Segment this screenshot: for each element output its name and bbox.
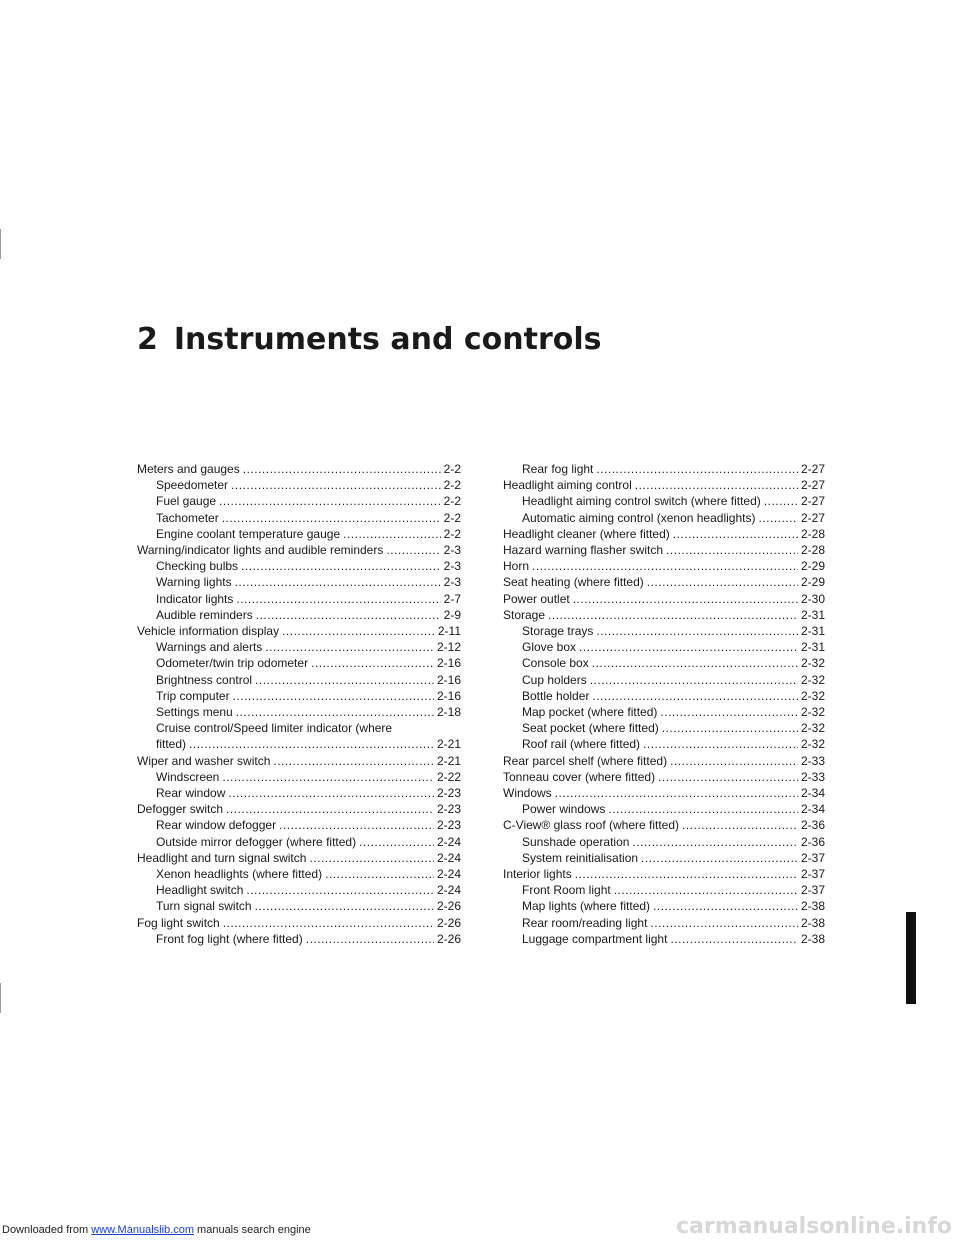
toc-entry-first-line: Cruise control/Speed limiter indicator (where [156, 721, 393, 736]
toc-leader-dots [231, 477, 441, 493]
toc-entry-page: 2-18 [436, 705, 461, 720]
toc-entry[interactable] [137, 753, 461, 769]
toc-entry[interactable] [137, 477, 461, 493]
toc-entry-page: 2-32 [800, 705, 825, 720]
toc-entry[interactable] [137, 461, 461, 477]
toc-entry[interactable] [137, 591, 461, 607]
toc-leader-dots [555, 785, 798, 801]
toc-entry-page: 2-16 [436, 672, 461, 687]
toc-entry[interactable] [137, 769, 461, 785]
toc-leader-dots [226, 801, 434, 817]
toc-entry[interactable] [503, 688, 825, 704]
toc-entry[interactable] [503, 493, 825, 509]
toc-entry[interactable] [137, 898, 461, 914]
toc-entry-label: Vehicle information display [137, 624, 280, 639]
toc-entry[interactable] [503, 591, 825, 607]
toc-entry-page: 2-32 [800, 688, 825, 703]
toc-entry[interactable] [137, 834, 461, 850]
toc-entry-page: 2-23 [436, 818, 461, 833]
toc-entry-label: Hazard warning flasher switch [503, 543, 664, 558]
toc-entry-label: Map lights (where fitted) [522, 899, 651, 914]
toc-entry-page: 2-29 [800, 575, 825, 590]
toc-entry-page: 2-38 [800, 899, 825, 914]
toc-leader-dots [575, 866, 798, 882]
toc-leader-dots [228, 785, 434, 801]
toc-entry[interactable] [503, 704, 825, 720]
toc-entry-page: 2-32 [800, 721, 825, 736]
toc-entry-label: Rear parcel shelf (where fitted) [503, 753, 668, 768]
toc-entry-page: 2-16 [436, 688, 461, 703]
toc-leader-dots [660, 704, 798, 720]
toc-entry-page: 2-22 [436, 769, 461, 784]
toc-entry-page: 2-2 [443, 510, 461, 525]
toc-entry-label: Wiper and washer switch [137, 753, 271, 768]
toc-entry-page: 2-24 [436, 883, 461, 898]
toc-entry-page: 2-3 [443, 559, 461, 574]
toc-entry-page: 2-26 [436, 931, 461, 946]
toc-entry-label: Rear room/reading light [522, 915, 648, 930]
toc-entry-label: Fuel gauge [156, 494, 217, 509]
toc-entry[interactable] [503, 542, 825, 558]
toc-leader-dots [643, 736, 798, 752]
toc-entry-label: Console box [522, 656, 589, 671]
toc-leader-dots [236, 704, 434, 720]
toc-entry-label: Power windows [522, 802, 606, 817]
toc-entry-label: Trip computer [156, 688, 230, 703]
toc-entry[interactable] [503, 526, 825, 542]
toc-entry-label: Checking bulbs [156, 559, 239, 574]
toc-entry-page: 2-33 [800, 769, 825, 784]
toc-entry[interactable] [503, 558, 825, 574]
toc-entry-page: 2-32 [800, 656, 825, 671]
toc-leader-dots [592, 688, 798, 704]
toc-entry-label: Audible reminders [156, 607, 253, 622]
toc-entry-page: 2-27 [800, 462, 825, 476]
toc-entry-page: 2-33 [800, 753, 825, 768]
toc-entry-page: 2-28 [800, 543, 825, 558]
toc-entry-page: 2-29 [800, 559, 825, 574]
toc-entry-page: 2-31 [800, 607, 825, 622]
toc-entry-label: Glove box [522, 640, 577, 655]
toc-leader-dots [359, 834, 434, 850]
toc-entry-label: Headlight switch [156, 883, 244, 898]
toc-leader-dots [325, 866, 434, 882]
toc-entry[interactable] [503, 607, 825, 623]
toc-entry-page: 2-24 [436, 867, 461, 882]
toc-entry-label: Seat heating (where fitted) [503, 575, 644, 590]
toc-leader-dots [189, 736, 434, 752]
toc-entry[interactable] [137, 542, 461, 558]
toc-entry-page: 2-34 [800, 786, 825, 801]
toc-entry[interactable] [137, 866, 461, 882]
toc-leader-dots [311, 655, 434, 671]
toc-entry-label: System reinitialisation [522, 850, 639, 865]
toc-entry-page: 2-34 [800, 802, 825, 817]
toc-entry[interactable] [137, 850, 461, 866]
toc-leader-dots [235, 574, 441, 590]
toc-entry[interactable] [503, 801, 825, 817]
toc-leader-dots [596, 461, 798, 477]
toc-entry-label: Power outlet [503, 591, 570, 606]
toc-leader-dots [241, 558, 441, 574]
toc-entry-label: Bottle holder [522, 688, 590, 703]
toc-entry-page: 2-37 [800, 850, 825, 865]
toc-leader-dots [343, 526, 441, 542]
toc-entry-label: Warning lights [156, 575, 232, 590]
toc-leader-dots [223, 915, 434, 931]
toc-entry-label: Turn signal switch [156, 899, 252, 914]
download-footer [2, 1224, 311, 1236]
toc-leader-dots [579, 639, 798, 655]
toc-entry[interactable] [137, 672, 461, 688]
toc-entry-label: Headlight and turn signal switch [137, 850, 307, 865]
toc-entry-page: 2-11 [437, 624, 461, 639]
toc-entry-page: 2-24 [436, 834, 461, 849]
toc-entry[interactable] [137, 817, 461, 833]
watermark-logo: carmanualsonline.info [676, 1214, 952, 1239]
toc-entry-label: Outside mirror defogger (where fitted) [156, 834, 357, 849]
toc-entry-page: 2-36 [800, 834, 825, 849]
toc-entry[interactable] [137, 510, 461, 526]
toc-entry[interactable] [137, 574, 461, 590]
toc-entry-label: Interior lights [503, 867, 572, 882]
toc-entry-label: Rear window defogger [156, 818, 277, 833]
toc-entry-page: 2-21 [436, 737, 461, 752]
toc-entry[interactable] [503, 915, 825, 931]
toc-entry-page: 2-27 [800, 510, 825, 525]
toc-entry-page: 2-24 [436, 850, 461, 865]
toc-leader-dots [219, 493, 441, 509]
toc-entry[interactable] [503, 817, 825, 833]
toc-leader-dots [548, 607, 798, 623]
toc-entry-label: fitted) [156, 737, 187, 752]
toc-leader-dots [265, 639, 434, 655]
toc-entry[interactable] [503, 753, 825, 769]
toc-entry-page: 2-32 [800, 737, 825, 752]
toc-entry-label: Xenon headlights (where fitted) [156, 867, 323, 882]
toc-entry[interactable] [503, 639, 825, 655]
toc-entry-label: Indicator lights [156, 591, 234, 606]
toc-leader-dots [309, 850, 434, 866]
toc-entry-page: 2-3 [443, 575, 461, 590]
toc-entry[interactable] [137, 688, 461, 704]
toc-right-column [503, 461, 825, 947]
toc-entry-label: Fog light switch [137, 915, 220, 930]
toc-entry[interactable] [503, 736, 825, 752]
toc-leader-dots [386, 542, 440, 558]
manualslib-link[interactable]: www.Manualslib.com [91, 1224, 194, 1236]
toc-entry[interactable] [137, 655, 461, 671]
toc-entry-label: Tonneau cover (where fitted) [503, 769, 656, 784]
toc-leader-dots [650, 915, 798, 931]
toc-entry-label: Defogger switch [137, 802, 224, 817]
toc-leader-dots [592, 655, 798, 671]
toc-entry[interactable] [503, 477, 825, 493]
chapter-title-text: Instruments and controls [173, 322, 602, 357]
toc-leader-dots [673, 526, 798, 542]
chapter-tab-marker [906, 912, 916, 1004]
toc-leader-dots [647, 574, 798, 590]
toc-entry-page: 2-2 [443, 494, 461, 509]
toc-entry-label: Rear window [156, 786, 226, 801]
toc-entry-page: 2-37 [800, 883, 825, 898]
toc-entry[interactable] [137, 639, 461, 655]
toc-entry-label: Front Room light [522, 883, 611, 898]
toc-leader-dots [662, 720, 798, 736]
toc-entry[interactable] [503, 655, 825, 671]
toc-leader-dots [236, 591, 440, 607]
crop-mark-bottom-left [0, 983, 1, 1013]
toc-entry-label: Brightness control [156, 672, 253, 687]
toc-entry[interactable] [503, 623, 825, 639]
toc-entry[interactable] [137, 931, 461, 947]
toc-leader-dots [764, 493, 798, 509]
toc-entry-label: Automatic aiming control (xenon headlights) [522, 510, 756, 525]
toc-entry-page: 2-23 [436, 786, 461, 801]
toc-entry[interactable] [503, 510, 825, 526]
toc-entry-page: 2-9 [443, 607, 461, 622]
toc-entry-page: 2-27 [800, 494, 825, 509]
toc-entry-label: Cup holders [522, 672, 587, 687]
toc-leader-dots [596, 623, 798, 639]
toc-entry-page: 2-16 [436, 656, 461, 671]
chapter-number: 2 [137, 322, 158, 357]
toc-leader-dots [666, 542, 798, 558]
toc-leader-dots [670, 753, 798, 769]
toc-entry-page: 2-38 [800, 915, 825, 930]
toc-entry[interactable] [503, 850, 825, 866]
toc-entry-page: 2-28 [800, 526, 825, 541]
toc-leader-dots [255, 672, 434, 688]
toc-leader-dots [279, 817, 434, 833]
toc-entry[interactable] [137, 493, 461, 509]
toc-leader-dots [641, 850, 798, 866]
toc-entry[interactable] [503, 769, 825, 785]
toc-entry[interactable] [503, 898, 825, 914]
toc-leader-dots [222, 510, 441, 526]
toc-entry[interactable] [137, 801, 461, 817]
toc-entry-page: 2-38 [800, 931, 825, 946]
toc-entry[interactable] [137, 607, 461, 623]
toc-entry-page: 2-37 [800, 867, 825, 882]
toc-leader-dots [608, 801, 798, 817]
toc-leader-dots [632, 834, 798, 850]
toc-leader-dots [273, 753, 434, 769]
toc-leader-dots [532, 558, 798, 574]
toc-entry-label: Luggage compartment light [522, 931, 668, 946]
toc-entry-label: Windows [503, 786, 552, 801]
toc-entry[interactable] [503, 574, 825, 590]
toc-entry-page: 2-30 [800, 591, 825, 606]
toc-entry-label: Settings menu [156, 705, 233, 720]
toc-entry-page: 2-21 [436, 753, 461, 768]
toc-entry-page: 2-36 [800, 818, 825, 833]
toc-left-column [137, 461, 461, 947]
toc-leader-dots [658, 769, 798, 785]
toc-leader-dots [233, 688, 434, 704]
toc-entry-label: Storage trays [522, 624, 594, 639]
toc-entry-page: 2-12 [436, 640, 461, 655]
toc-entry-page: 2-2 [443, 526, 461, 541]
toc-entry-label: Tachometer [156, 510, 219, 525]
toc-entry-label: Front fog light (where fitted) [156, 931, 303, 946]
toc-entry-label: Sunshade operation [522, 834, 630, 849]
toc-entry[interactable] [137, 915, 461, 931]
toc-entry[interactable] [503, 672, 825, 688]
toc-entry[interactable] [503, 931, 825, 947]
toc-entry[interactable] [137, 882, 461, 898]
toc-leader-dots [573, 591, 798, 607]
toc-leader-dots [306, 931, 434, 947]
toc-entry-page: 2-7 [443, 591, 461, 606]
toc-entry[interactable] [503, 461, 825, 477]
toc-entry-label: Rear fog light [522, 462, 594, 476]
toc-entry[interactable] [137, 623, 461, 639]
toc-entry[interactable] [137, 526, 461, 542]
toc-leader-dots [653, 898, 798, 914]
toc-leader-dots [614, 882, 798, 898]
toc-entry-label: Engine coolant temperature gauge [156, 526, 341, 541]
toc-entry[interactable] [503, 834, 825, 850]
toc-entry[interactable] [137, 558, 461, 574]
toc-leader-dots [635, 477, 798, 493]
toc-leader-dots [246, 882, 434, 898]
toc-leader-dots [682, 817, 798, 833]
toc-leader-dots [222, 769, 434, 785]
crop-mark-top-left [0, 229, 1, 259]
toc-entry-page: 2-3 [443, 543, 461, 558]
chapter-title [137, 322, 602, 357]
toc-entry-label: Speedometer [156, 478, 229, 493]
toc-entry-label: Headlight aiming control switch (where fitted) [522, 494, 761, 509]
toc-entry[interactable] [503, 720, 825, 736]
toc-leader-dots [758, 510, 798, 526]
toc-entry-label: Seat pocket (where fitted) [522, 721, 659, 736]
toc-leader-dots [282, 623, 435, 639]
toc-entry-page: 2-31 [800, 640, 825, 655]
toc-entry-page: 2-2 [443, 462, 461, 476]
toc-entry-page: 2-32 [800, 672, 825, 687]
toc-entry-label: Headlight cleaner (where fitted) [503, 526, 670, 541]
toc-entry-page: 2-2 [443, 478, 461, 493]
toc-entry[interactable] [137, 785, 461, 801]
toc-entry-label: Meters and gauges [137, 462, 240, 476]
toc-entry-label: Horn [503, 559, 530, 574]
toc-entry-page: 2-23 [436, 802, 461, 817]
toc-entry-label: Storage [503, 607, 546, 622]
toc-entry-page: 2-26 [436, 899, 461, 914]
toc-entry-page: 2-27 [800, 478, 825, 493]
toc-entry-label: Roof rail (where fitted) [522, 737, 641, 752]
toc-leader-dots [243, 461, 441, 477]
toc-entry-label: Windscreen [156, 769, 220, 784]
toc-entry[interactable] [503, 785, 825, 801]
toc-entry-label: Map pocket (where fitted) [522, 705, 658, 720]
toc-entry-label: Headlight aiming control [503, 478, 632, 493]
toc-entry-page: 2-26 [436, 915, 461, 930]
toc-entry[interactable] [137, 704, 461, 720]
toc-entry-label: C-View® glass roof (where fitted) [503, 818, 680, 833]
toc-leader-dots [670, 931, 798, 947]
toc-entry[interactable] [503, 882, 825, 898]
toc-entry-label: Odometer/twin trip odometer [156, 656, 309, 671]
toc-leader-dots [256, 607, 441, 623]
toc-entry-label: Warnings and alerts [156, 640, 263, 655]
toc-entry[interactable] [137, 736, 461, 752]
footer-suffix: manuals search engine [197, 1224, 311, 1236]
toc-leader-dots [255, 898, 434, 914]
toc-entry-label: Warning/indicator lights and audible reminders [137, 543, 384, 558]
toc-entry[interactable] [503, 866, 825, 882]
toc-leader-dots [590, 672, 798, 688]
toc-entry-page: 2-31 [800, 624, 825, 639]
footer-prefix: Downloaded from [2, 1224, 89, 1236]
